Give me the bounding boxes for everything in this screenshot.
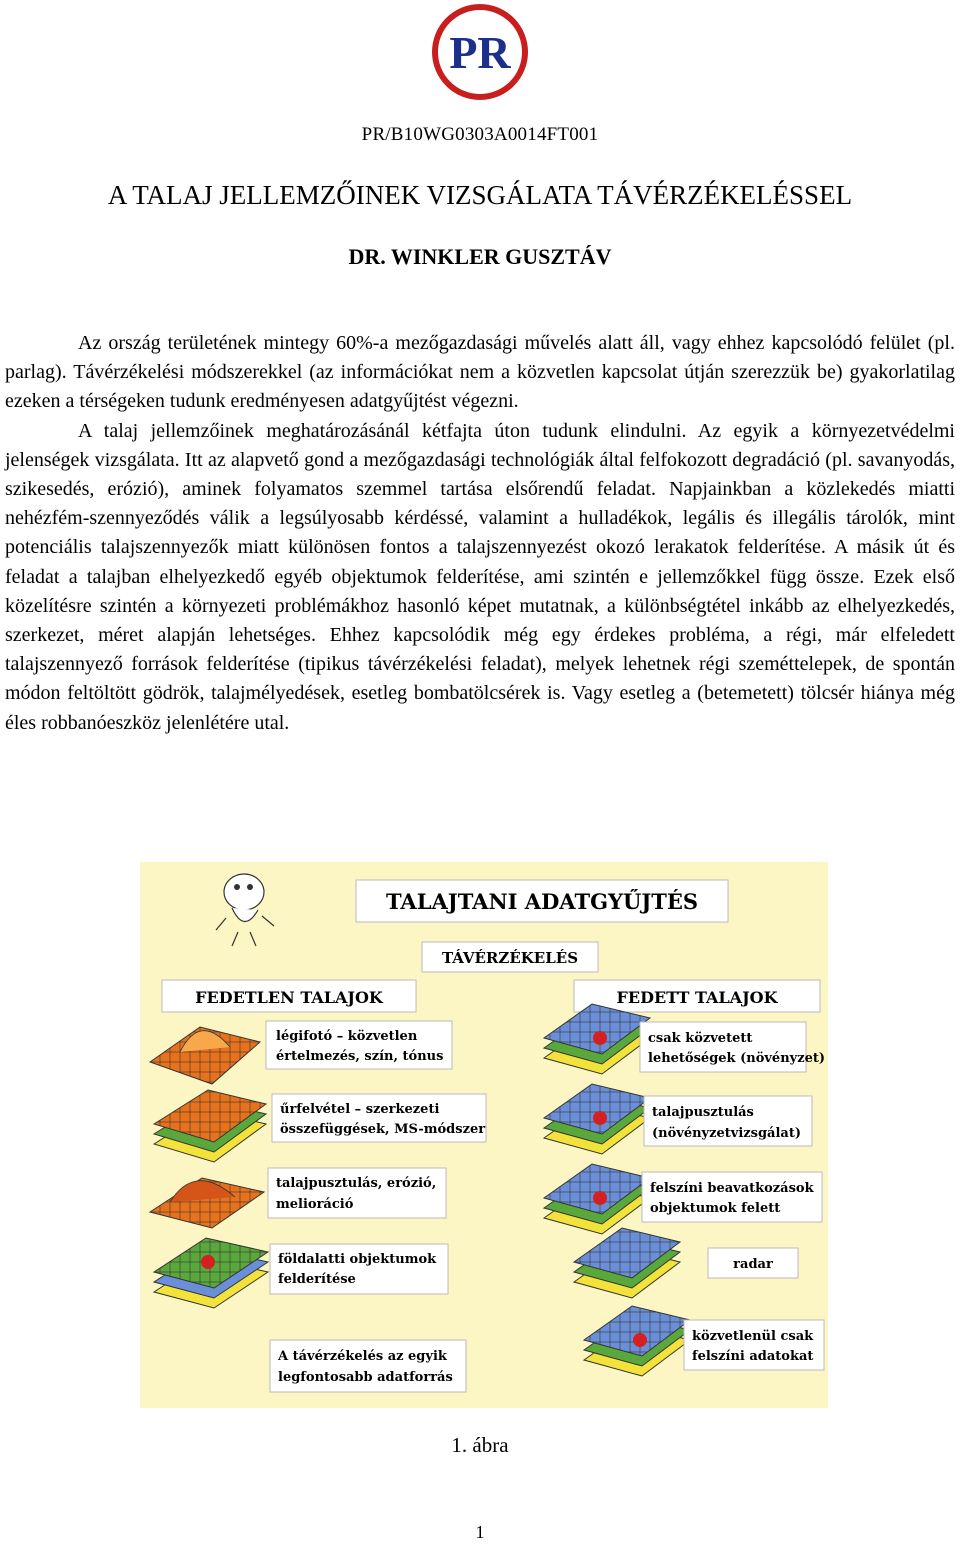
- left-header: FEDETLEN TALAJOK: [195, 988, 383, 1007]
- document-title: A TALAJ JELLEMZŐINEK VIZSGÁLATA TÁVÉRZÉKELÉSSEL: [107, 180, 853, 210]
- left-item-3-line1: talajpusztulás, erózió,: [276, 1176, 437, 1191]
- body-text: [5, 329, 955, 738]
- left-item-2-line2: összefüggések, MS-módszer: [280, 1122, 486, 1137]
- right-header-box: [574, 980, 820, 1012]
- left-item-1-line1: légifotó – közvetlen: [276, 1029, 418, 1044]
- left-header-box: [162, 980, 416, 1012]
- document-id: PR/B10WG0303A0014FT001: [361, 124, 599, 145]
- diagram-title-box: [356, 880, 728, 922]
- diagram-title: TALAJTANI ADATGYŰJTÉS: [385, 889, 699, 914]
- logo-text: PR: [449, 27, 511, 78]
- figure-caption: 1. ábra: [451, 1433, 509, 1457]
- author: DR. WINKLER GUSZTÁV: [348, 244, 612, 269]
- right-item-5-line2: felszíni adatokat: [692, 1349, 814, 1364]
- right-item-4-label: radar: [733, 1257, 773, 1272]
- footer-line2: legfontosabb adatforrás: [278, 1370, 453, 1385]
- soil-data-diagram: [140, 862, 828, 1408]
- right-item-1-line1: csak közvetett: [648, 1031, 753, 1046]
- left-item-1-line2: értelmezés, szín, tónus: [276, 1049, 444, 1064]
- right-item-3-line2: objektumok felett: [650, 1201, 781, 1216]
- diagram-subtitle: TÁVÉRZÉKELÉS: [441, 949, 579, 967]
- left-item-2-line1: űrfelvétel – szerkezeti: [280, 1102, 440, 1117]
- right-item-2-line2: (növényzetvizsgálat): [652, 1126, 801, 1141]
- right-item-5-line1: közvetlenül csak: [692, 1329, 814, 1344]
- footer-box: [270, 1340, 466, 1392]
- right-item-3-line1: felszíni beavatkozások: [650, 1181, 814, 1196]
- diagram-subtitle-box: [422, 942, 598, 972]
- pr-logo: [432, 4, 528, 100]
- right-item-2-line1: talajpusztulás: [652, 1105, 754, 1120]
- right-item-1-line2: lehetőségek (növényzet): [648, 1051, 826, 1066]
- footer-line1: A távérzékelés az egyik: [278, 1349, 447, 1364]
- left-item-4-line1: földalatti objektumok: [278, 1252, 437, 1267]
- page-number: 1: [475, 1522, 485, 1542]
- left-item-4-line2: felderítése: [278, 1272, 356, 1287]
- paragraph: A talaj jellemzőinek meghatározásánál kétfajta úton tudunk elindulni. Az egyik a környezetvédelmi jelenségek vizsgálata. Itt az alapvető gond a mezőgazdasági technológiák által felfokozott degradáció (pl. savanyodás, szikesedés, erózió), aminek folyamatos szemmel tartása elsőrendű feladat. Napjainkban a közlekedés miatti nehézfém-szennyeződés válik a legsúlyosabb kérdéssé, valamint a hulladékok, legális és illegális tárolók, mint potenciális talajszennyezők miatt különösen fontos a talajszennyezést okozó lerakatok felderítése. A másik út és feladat a talajban elhelyezkedő egyéb objektumok felderítése, ami szintén e jellemzőkkel függ össze. Ezek első közelítésre szintén a környezeti problémákhoz hasonló képet mutatnak, a különbségtétel inkább az elhelyezkedés, szerkezet, méret alapján lehetséges. Ehhez kapcsolódik még egy érdekes probléma, a régi, már elfeledett talajszennyező források felderítése (tipikus távérzékelési feladat), melyek lehetnek régi szeméttelepek, de spontán módon feltöltött gödrök, talajmélyedések, esetleg bombatölcsérek is. Vagy esetleg a (betemetett) tölcsér hiánya még éles robbanóeszköz jelenlétére utal.: [5, 419, 955, 734]
- paragraph: Az ország területének mintegy 60%-a mezőgazdasági művelés alatt áll, vagy ehhez kapcsolódó felület (pl. parlag). Távérzékelési módszerekkel (az információkat nem a közvetlen kapcsolat útján szerezzük be) gyakorlatilag ezeken a térségeken tudunk eredményesen adatgyűjtést végezni.: [5, 332, 955, 413]
- right-header: FEDETT TALAJOK: [616, 988, 778, 1007]
- left-item-3-line2: melioráció: [276, 1197, 354, 1212]
